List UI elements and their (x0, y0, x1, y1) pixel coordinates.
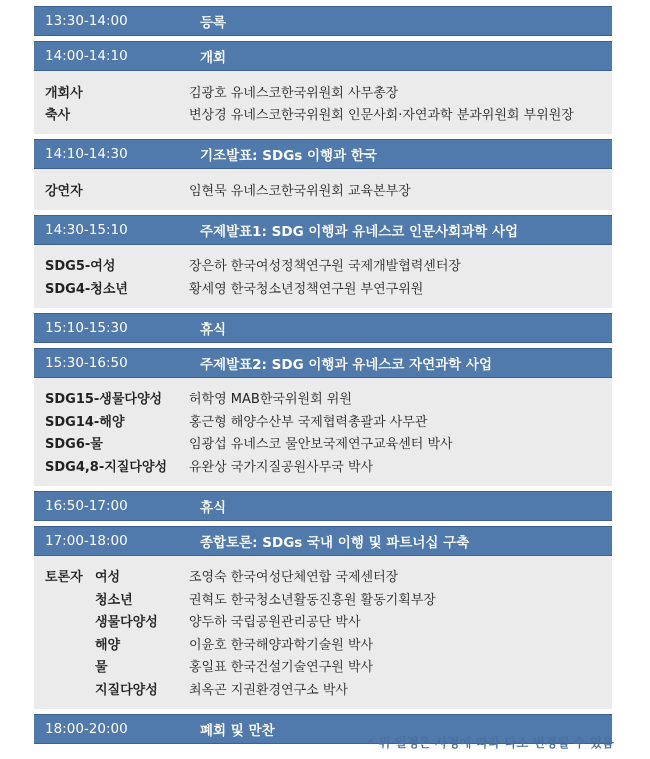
row-person: 황세영 한국청소년정책연구원 부연구위원 (189, 281, 424, 297)
row-role (34, 634, 189, 653)
row-role-sub: 청소년 (95, 592, 133, 608)
program-row (34, 454, 612, 477)
row-role (34, 656, 189, 675)
session-header (34, 6, 612, 36)
session-time: 15:30-16:50 (45, 354, 128, 371)
row-role: SDG4-청소년 (45, 281, 128, 297)
session-time: 17:00-18:00 (45, 532, 128, 549)
session-title: 폐회 및 만찬 (200, 722, 275, 739)
program-row (34, 632, 612, 655)
program-row (34, 178, 612, 201)
row-role: SDG14-해양 (45, 414, 125, 430)
session-time: 18:00-20:00 (45, 720, 128, 737)
row-role: 축사 (45, 108, 71, 124)
row-role (34, 566, 189, 585)
program-row (34, 276, 612, 299)
session-header (34, 526, 612, 556)
program-row (34, 254, 612, 277)
row-person: 권혁도 한국청소년활동진흥원 활동기획부장 (189, 592, 436, 608)
row-role: SDG15-생물다양성 (45, 392, 163, 408)
program-row (34, 432, 612, 455)
row-person: 임광섭 유네스코 물안보국제연구교육센터 박사 (189, 437, 453, 453)
program-row (34, 677, 612, 700)
session-title: 종합토론: SDGs 국내 이행 및 파트너십 구축 (200, 534, 470, 551)
session-time: 15:10-15:30 (45, 319, 128, 336)
session-body (34, 169, 612, 210)
session-title: 개회 (200, 50, 227, 66)
session-title: 등록 (200, 15, 227, 31)
session-body (34, 378, 612, 486)
session-time: 13:30-14:00 (45, 13, 128, 29)
session-time: 14:10-14:30 (45, 146, 128, 162)
session-header (34, 348, 612, 378)
session-time: 16:50-17:00 (45, 497, 128, 514)
session-title: 기조발표: SDGs 이행과 한국 (200, 148, 377, 164)
row-person: 유완상 국가지질공원사무국 박사 (189, 459, 374, 475)
session-title: 주제발표2: SDG 이행과 유네스코 자연과학 사업 (200, 356, 492, 373)
session-header (34, 215, 612, 245)
row-role (34, 589, 189, 608)
session-title: 휴식 (200, 321, 227, 338)
schedule-note: * 위 일정은 사정에 따라 다소 변경될 수 있음 (367, 735, 614, 750)
session-header (34, 313, 612, 343)
row-role: 개회사 (45, 85, 83, 101)
row-person: 양두하 국립공원관리공단 박사 (189, 615, 361, 631)
row-role-sub: 여성 (95, 570, 121, 586)
session-time: 14:00-14:10 (45, 48, 128, 64)
row-person: 허학영 MAB한국위원회 위원 (189, 392, 352, 408)
session-title: 주제발표1: SDG 이행과 유네스코 인문사회과학 사업 (200, 223, 519, 240)
row-role-main: 토론자 (45, 570, 83, 586)
session-body (34, 71, 612, 134)
session-header (34, 491, 612, 521)
row-person: 이윤호 한국해양과학기술원 박사 (189, 637, 374, 653)
row-person: 김광호 유네스코한국위원회 사무총장 (189, 85, 399, 101)
row-role-sub: 생물다양성 (95, 615, 158, 631)
program-row (34, 610, 612, 633)
row-person: 최옥곤 지권환경연구소 박사 (189, 682, 348, 698)
row-person: 장은하 한국여성정책연구원 국제개발협력센터장 (189, 259, 461, 275)
row-person: 홍일표 한국건설기술연구원 박사 (189, 660, 374, 676)
program-row (34, 103, 612, 126)
schedule-table (34, 6, 612, 744)
session-time: 14:30-15:10 (45, 221, 128, 238)
program-row (34, 587, 612, 610)
row-role-sub: 물 (95, 660, 108, 676)
session-header (34, 41, 612, 71)
row-role (34, 611, 189, 630)
row-person: 변상경 유네스코한국위원회 인문사회·자연과학 분과위원회 부위원장 (189, 108, 574, 124)
program-row (34, 409, 612, 432)
row-role-sub: 해양 (95, 637, 121, 653)
session-body (34, 556, 612, 709)
program-row (34, 565, 612, 588)
program-row (34, 387, 612, 410)
row-person: 홍근형 해양수산부 국제협력총괄과 사무관 (189, 414, 428, 430)
row-role: SDG5-여성 (45, 259, 116, 275)
row-person: 임현묵 유네스코한국위원회 교육본부장 (189, 183, 411, 199)
row-person: 조영숙 한국여성단체연합 국제센터장 (189, 570, 399, 586)
row-role: 강연자 (45, 183, 83, 199)
row-role: SDG4,8-지질다양성 (45, 459, 168, 475)
row-role: SDG6-물 (45, 437, 103, 453)
session-title: 휴식 (200, 499, 227, 516)
row-role (34, 679, 189, 698)
row-role-sub: 지질다양성 (95, 682, 158, 698)
program-row (34, 80, 612, 103)
program-row (34, 655, 612, 678)
session-body (34, 245, 612, 308)
session-header (34, 139, 612, 169)
